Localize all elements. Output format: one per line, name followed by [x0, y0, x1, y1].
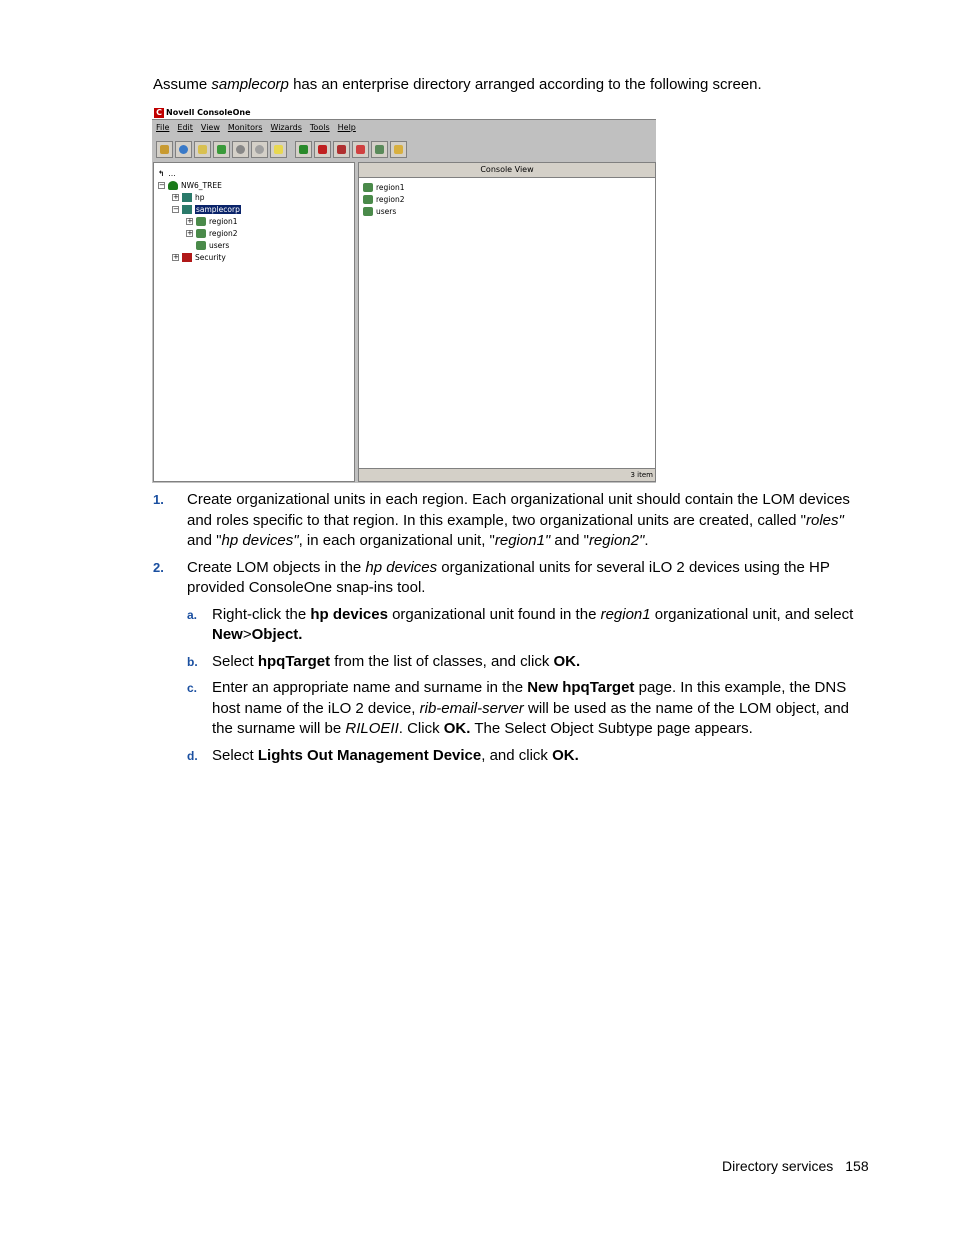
- footer-page-number: 158: [845, 1158, 869, 1174]
- substep-text: . Click: [398, 720, 444, 737]
- intro-paragraph: [153, 76, 762, 93]
- security-icon: [182, 253, 192, 262]
- console-item-label: region1: [376, 182, 405, 192]
- collapse-icon[interactable]: −: [173, 204, 179, 213]
- role-icon: [356, 145, 365, 154]
- substep-italic: RILOEII: [345, 720, 399, 737]
- step-2: [153, 558, 873, 599]
- substep-bold: OK.: [552, 746, 579, 764]
- substep-letter: c.: [187, 681, 198, 695]
- step-italic: roles": [806, 511, 844, 529]
- help-button[interactable]: [270, 141, 287, 158]
- organizational-unit-icon: [363, 195, 373, 204]
- tree-node-label: NW6_TREE: [181, 180, 222, 190]
- substep-bold: Lights Out Management Device: [257, 746, 482, 764]
- tree-node-label: users: [209, 240, 230, 250]
- window-title: Novell ConsoleOne: [166, 108, 251, 117]
- substep-bold: New: [212, 626, 243, 643]
- tree-node-samplecorp[interactable]: [172, 203, 241, 215]
- tree-node-label: region1: [209, 216, 238, 226]
- menu-edit[interactable]: Edit: [177, 123, 193, 132]
- organizational-unit-icon: [196, 241, 206, 250]
- substep-bold: Object.: [251, 626, 303, 643]
- page-footer: [722, 1158, 869, 1174]
- organizational-unit-icon: [196, 217, 206, 226]
- tree-node-nw6-tree[interactable]: [158, 179, 222, 191]
- help-icon: [274, 145, 283, 154]
- collapse-icon[interactable]: −: [159, 180, 165, 189]
- substep-italic: region1: [600, 605, 651, 623]
- window-titlebar: [152, 106, 656, 120]
- menu-view[interactable]: View: [200, 123, 220, 132]
- tree-node-security[interactable]: [172, 251, 226, 263]
- tree-node-label: hp: [195, 192, 205, 202]
- step-text: Create LOM objects in the: [187, 558, 366, 576]
- substep-text: Right-click the: [212, 605, 311, 623]
- step-text: organizational units for several iLO 2 devices using the HP provided ConsoleOne snap-ins tool.: [187, 558, 830, 596]
- substep-letter: a.: [187, 607, 198, 622]
- menu-help[interactable]: Help: [337, 123, 356, 132]
- tree-node-region2[interactable]: [186, 227, 238, 239]
- tree-node-label-selected: samplecorp: [196, 204, 240, 214]
- step-italic: region1": [494, 532, 551, 549]
- consoleone-screenshot: [152, 106, 656, 483]
- up-arrow-icon: ↰: [158, 168, 165, 178]
- delete-button[interactable]: [232, 141, 249, 158]
- step-italic: region2": [588, 532, 645, 549]
- step-text: , in each organizational unit, ": [298, 532, 495, 549]
- delete-icon: [236, 145, 245, 154]
- menubar: [152, 121, 360, 134]
- organization-icon: [182, 205, 192, 214]
- step-italic: hp devices": [221, 532, 299, 549]
- new-object-icon: [198, 145, 207, 154]
- organization-icon: [182, 193, 192, 202]
- organizational-unit-icon: [196, 229, 206, 238]
- organizational-unit-icon: [363, 207, 373, 216]
- tree-node-label: region2: [209, 228, 238, 238]
- status-bar: [359, 468, 655, 481]
- footer-section: Directory services: [722, 1158, 834, 1174]
- substep-text: will be used as the name of the LOM object, and the surname will be: [212, 699, 850, 737]
- tree-node-label: Security: [195, 252, 226, 262]
- substep-text: Select: [212, 652, 258, 670]
- expand-icon[interactable]: +: [173, 192, 179, 201]
- substep-text: from the list of classes, and click: [330, 652, 554, 670]
- console-item-region1[interactable]: [363, 181, 405, 193]
- steps-list: [153, 490, 873, 772]
- substep-italic: rib-email-server: [419, 699, 524, 717]
- console-item-region2[interactable]: [363, 193, 405, 205]
- user-icon: [318, 145, 327, 154]
- substep-bold: hpqTarget: [257, 652, 331, 670]
- user-button[interactable]: [314, 141, 331, 158]
- intro-text: Assume: [153, 76, 212, 93]
- substep-a: [153, 605, 873, 646]
- role-button[interactable]: [352, 141, 369, 158]
- consoleone-logo-icon: C: [154, 108, 164, 118]
- refresh-icon: [255, 145, 264, 154]
- substep-bold: OK.: [443, 720, 471, 737]
- console-item-label: users: [376, 206, 397, 216]
- expand-icon[interactable]: +: [173, 252, 179, 261]
- substep-text: Enter an appropriate name and surname in the: [212, 679, 528, 696]
- box-icon: [394, 145, 403, 154]
- substep-text: page. In this example, the DNS host name of the iLO 2 device,: [212, 679, 847, 717]
- edit-button[interactable]: [213, 141, 230, 158]
- menu-wizards[interactable]: Wizards: [270, 123, 302, 132]
- step-text: and ": [187, 532, 222, 549]
- substep-b: [153, 652, 873, 673]
- step-1: [153, 490, 873, 552]
- console-item-label: region2: [376, 194, 405, 204]
- intro-text-end: has an enterprise directory arranged according to the following screen.: [288, 76, 762, 93]
- tree-button[interactable]: [295, 141, 312, 158]
- substep-letter: d.: [187, 748, 198, 763]
- step-number: 1.: [153, 492, 164, 507]
- new-object-button[interactable]: [194, 141, 211, 158]
- group-icon: [337, 145, 346, 154]
- search-button[interactable]: [175, 141, 192, 158]
- menu-file[interactable]: File: [156, 123, 170, 132]
- substep-letter: b.: [187, 654, 198, 669]
- edit-icon: [217, 145, 226, 154]
- substep-bold: New hpqTarget: [527, 679, 635, 696]
- step-text: and ": [550, 532, 589, 549]
- expand-icon[interactable]: +: [187, 228, 193, 237]
- substep-text: The Select Object Subtype page appears.: [470, 720, 753, 737]
- status-text: 3 item: [630, 471, 653, 479]
- substep-text: , and click: [481, 746, 553, 764]
- tree-root[interactable]: [158, 167, 176, 179]
- substep-c: [153, 678, 873, 740]
- tree-icon: [299, 145, 308, 154]
- tree-icon: [168, 181, 178, 190]
- container-button[interactable]: [371, 141, 388, 158]
- console-view-header: Console View: [359, 163, 655, 178]
- group-button[interactable]: [333, 141, 350, 158]
- tree-root-label: …: [168, 168, 176, 178]
- exit-icon: [160, 145, 169, 154]
- container-icon: [375, 145, 384, 154]
- step-italic: hp devices: [365, 558, 438, 576]
- substep-text: Select: [212, 746, 258, 764]
- tree-node-users[interactable]: [196, 239, 229, 251]
- organizational-unit-icon: [363, 183, 373, 192]
- toolbar: [156, 138, 409, 160]
- expand-icon[interactable]: +: [187, 216, 193, 225]
- exit-button[interactable]: [156, 141, 173, 158]
- substep-d: [153, 746, 873, 767]
- step-text: .: [644, 532, 649, 549]
- console-view-pane[interactable]: [358, 162, 656, 482]
- menu-monitors[interactable]: Monitors: [227, 123, 263, 132]
- console-item-users[interactable]: [363, 205, 396, 217]
- tree-node-region1[interactable]: [186, 215, 238, 227]
- search-icon: [179, 145, 188, 154]
- menu-tools[interactable]: Tools: [309, 123, 330, 132]
- intro-italic: samplecorp: [211, 76, 289, 93]
- box-button[interactable]: [390, 141, 407, 158]
- substep-text: organizational unit found in the: [387, 605, 601, 623]
- step-number: 2.: [153, 559, 164, 575]
- step-text: Create organizational units in each region. Each organizational unit should contain the LOM devices and roles specific to that region. In this example, two organizational units are created, called ": [187, 491, 850, 529]
- substep-bold: hp devices: [310, 605, 388, 623]
- tree-node-hp[interactable]: [172, 191, 205, 203]
- refresh-button[interactable]: [251, 141, 268, 158]
- substep-bold: OK.: [553, 652, 581, 670]
- substep-text: organizational unit, and select: [650, 605, 854, 623]
- tree-pane[interactable]: [153, 162, 355, 482]
- substep-text: >: [242, 626, 252, 643]
